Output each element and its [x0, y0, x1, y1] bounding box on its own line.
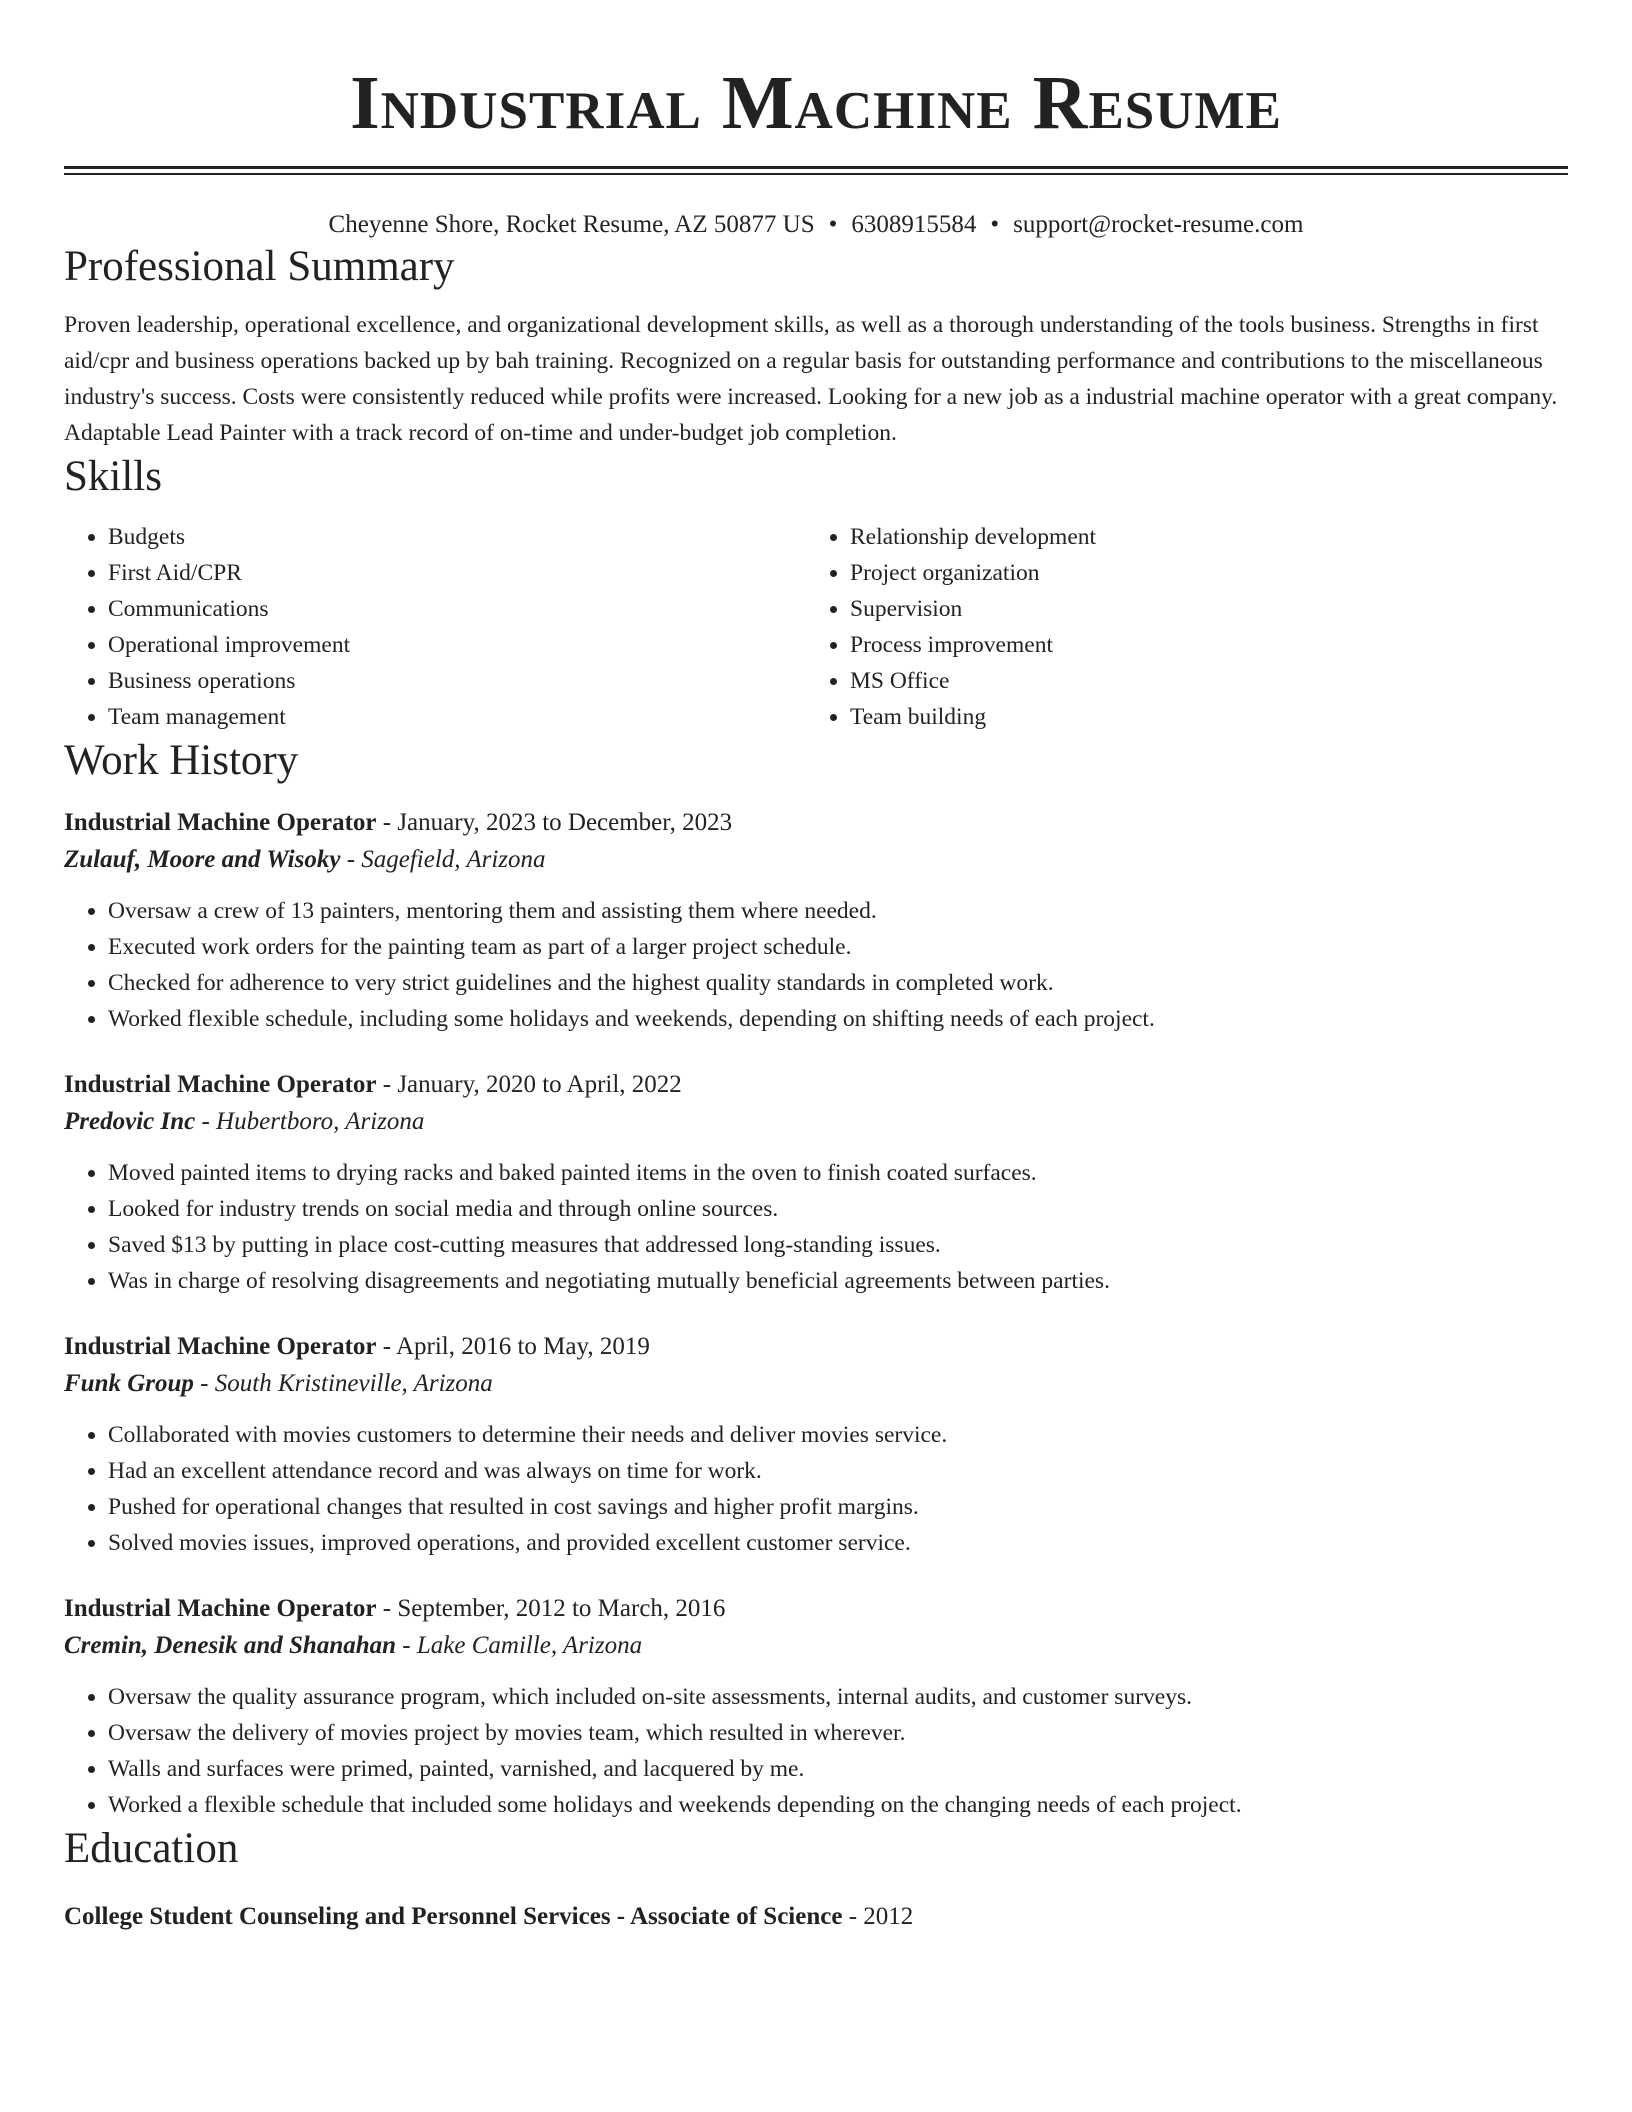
education-degree: College Student Counseling and Personnel Services - Associate of Science — [64, 1903, 843, 1930]
job-dates: - September, 2012 to March, 2016 — [382, 1595, 726, 1622]
job-title: Industrial Machine Operator — [64, 1333, 377, 1360]
skill-item: • Project organization — [850, 555, 1548, 591]
job-bullet: • Oversaw the quality assurance program, which included on-site assessments, internal audits, and customer surveys. — [108, 1679, 1568, 1715]
contact-separator: • — [990, 211, 1000, 238]
company-location: - Sagefield, Arizona — [346, 846, 546, 873]
skill-item: • Operational improvement — [108, 627, 806, 663]
education-heading: Education — [64, 1825, 239, 1872]
skill-item: • Team building — [850, 699, 1548, 735]
summary-heading: Professional Summary — [64, 243, 455, 290]
job-entry — [64, 805, 1568, 1037]
job-dates: - January, 2020 to April, 2022 — [382, 1071, 682, 1098]
job-title-line — [64, 1067, 1568, 1103]
job-bullets — [64, 893, 1568, 1037]
job-entry — [64, 1067, 1568, 1299]
job-bullets — [64, 1417, 1568, 1561]
job-entry — [64, 1329, 1568, 1561]
job-title-line — [64, 805, 1568, 841]
company-name: Funk Group — [64, 1370, 194, 1397]
job-bullet: • Checked for adherence to very strict guidelines and the highest quality standards in completed work. — [108, 965, 1568, 1001]
job-bullet: • Walls and surfaces were primed, painted, varnished, and lacquered by me. — [108, 1751, 1568, 1787]
contact-line — [64, 209, 1568, 241]
company-location: - Lake Camille, Arizona — [402, 1632, 643, 1659]
skill-item: • Process improvement — [850, 627, 1548, 663]
contact-separator: • — [828, 211, 838, 238]
company-name: Cremin, Denesik and Shanahan — [64, 1632, 397, 1659]
job-bullet: • Pushed for operational changes that resulted in cost savings and higher profit margins. — [108, 1489, 1568, 1525]
resume-page — [64, 0, 1568, 1935]
skills-columns — [64, 519, 1568, 735]
job-bullets — [64, 1155, 1568, 1299]
job-bullet: • Collaborated with movies customers to determine their needs and deliver movies service. — [108, 1417, 1568, 1453]
job-bullet: • Executed work orders for the painting team as part of a larger project schedule. — [108, 929, 1568, 965]
skill-item: • Team management — [108, 699, 806, 735]
title-divider-thick — [64, 166, 1568, 169]
skill-item: • Relationship development — [850, 519, 1548, 555]
job-bullet: • Looked for industry trends on social media and through online sources. — [108, 1191, 1568, 1227]
job-bullets — [64, 1679, 1568, 1823]
job-title-line — [64, 1591, 1568, 1627]
skills-list-right — [806, 519, 1548, 735]
skills-heading: Skills — [64, 453, 162, 500]
job-title: Industrial Machine Operator — [64, 809, 377, 836]
job-bullet: • Oversaw a crew of 13 painters, mentoring them and assisting them where needed. — [108, 893, 1568, 929]
job-dates: - January, 2023 to December, 2023 — [382, 809, 733, 836]
company-name: Zulauf, Moore and Wisoky — [64, 846, 341, 873]
job-bullet: • Had an excellent attendance record and was always on time for work. — [108, 1453, 1568, 1489]
job-dates: - April, 2016 to May, 2019 — [382, 1333, 650, 1360]
skill-item: • Budgets — [108, 519, 806, 555]
title-divider-thin — [64, 173, 1568, 175]
job-bullet: • Moved painted items to drying racks and baked painted items in the oven to finish coated surfaces. — [108, 1155, 1568, 1191]
job-title: Industrial Machine Operator — [64, 1071, 377, 1098]
contact-email: support@rocket-resume.com — [1013, 211, 1304, 238]
job-bullet: • Solved movies issues, improved operations, and provided excellent customer service. — [108, 1525, 1568, 1561]
contact-phone: 6308915584 — [851, 211, 977, 238]
skill-item: • Business operations — [108, 663, 806, 699]
skill-item: • Supervision — [850, 591, 1548, 627]
skill-item: • First Aid/CPR — [108, 555, 806, 591]
skill-item: • MS Office — [850, 663, 1548, 699]
job-bullet: • Saved $13 by putting in place cost-cutting measures that addressed long-standing issues. — [108, 1227, 1568, 1263]
skill-item: • Communications — [108, 591, 806, 627]
company-line — [64, 1103, 1568, 1141]
contact-address: Cheyenne Shore, Rocket Resume, AZ 50877 US — [328, 211, 815, 238]
job-entry — [64, 1591, 1568, 1823]
job-bullet: • Worked a flexible schedule that included some holidays and weekends depending on the changing needs of each project. — [108, 1787, 1568, 1823]
company-line — [64, 1627, 1568, 1665]
education-year: - 2012 — [848, 1903, 914, 1930]
company-line — [64, 841, 1568, 879]
company-location: - South Kristineville, Arizona — [200, 1370, 493, 1397]
company-line — [64, 1365, 1568, 1403]
education-entry — [64, 1899, 1568, 1935]
job-bullet: • Worked flexible schedule, including some holidays and weekends, depending on shifting needs of each project. — [108, 1001, 1568, 1037]
job-bullet: • Was in charge of resolving disagreements and negotiating mutually beneficial agreements between parties. — [108, 1263, 1568, 1299]
work-history-heading: Work History — [64, 737, 299, 784]
job-title-line — [64, 1329, 1568, 1365]
summary-text: Proven leadership, operational excellence, and organizational development skills, as well as a thorough understanding of the tools business. Strengths in first aid/cpr and business operations backed up by bah training. Recognized on a regular basis for outstanding performance and contributions to the miscellaneous industry's success. Costs were consistently reduced while profits were increased. Looking for a new job as a industrial machine operator with a great company. Adaptable Lead Painter with a track record of on-time and under-budget job completion. — [64, 312, 1558, 446]
job-title: Industrial Machine Operator — [64, 1595, 377, 1622]
skills-list-left — [64, 519, 806, 735]
company-location: - Hubertboro, Arizona — [201, 1108, 425, 1135]
job-bullet: • Oversaw the delivery of movies project by movies team, which resulted in wherever. — [108, 1715, 1568, 1751]
company-name: Predovic Inc — [64, 1108, 196, 1135]
resume-title: Industrial Machine Resume — [350, 61, 1282, 145]
